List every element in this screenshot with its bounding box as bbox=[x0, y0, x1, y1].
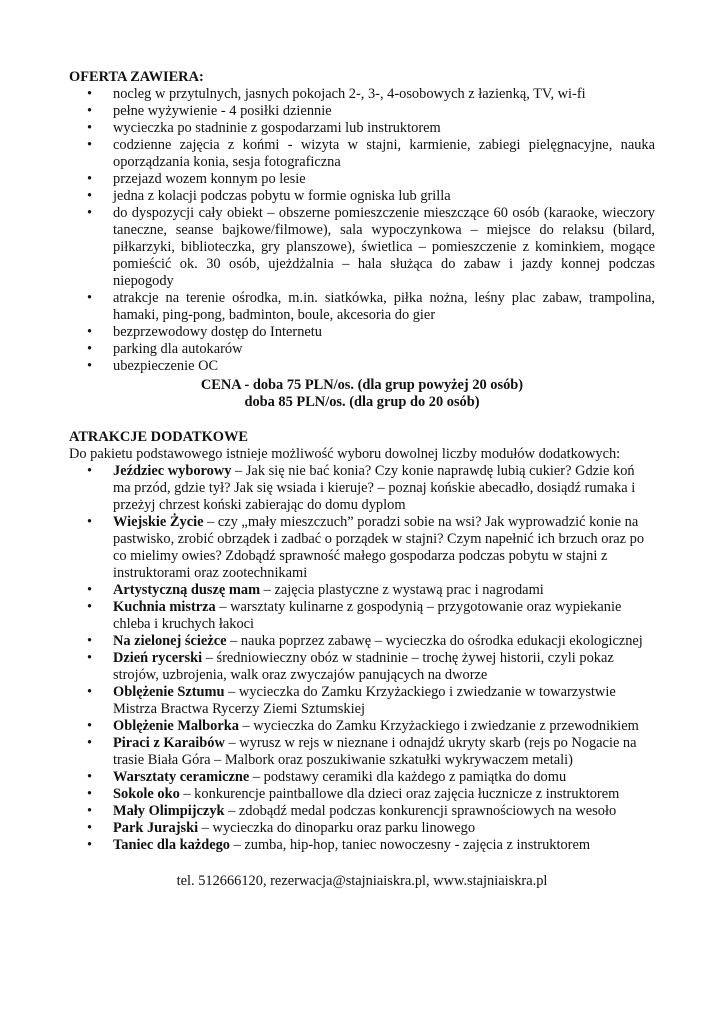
bullet-icon: • bbox=[87, 786, 93, 802]
list-item bbox=[0, 188, 655, 205]
list-item bbox=[0, 837, 655, 854]
module-name: Piraci z Karaibów bbox=[113, 735, 225, 751]
bullet-icon: • bbox=[87, 599, 93, 615]
offer-item-text: codzienne zajęcia z końmi - wizyta w stajni, karmienie, zabiegi pielęgnacyjne, nauka oporządzania konia, sesja fotograficzna bbox=[113, 137, 655, 170]
offer-item-text: parking dla autokarów bbox=[113, 341, 243, 357]
price-line: doba 85 PLN/os. (dla grup do 20 osób) bbox=[244, 394, 480, 410]
extras-heading: ATRAKCJE DODATKOWE bbox=[69, 429, 248, 445]
bullet-icon: • bbox=[87, 820, 93, 836]
module-name: Warsztaty ceramiczne bbox=[113, 769, 250, 785]
bullet-icon: • bbox=[87, 803, 93, 819]
bullet-icon: • bbox=[87, 103, 93, 119]
bullet-icon: • bbox=[87, 205, 93, 221]
bullet-icon: • bbox=[87, 358, 93, 374]
bullet-icon: • bbox=[87, 582, 93, 598]
module-name: Park Jurajski bbox=[113, 820, 199, 836]
list-item bbox=[0, 650, 655, 684]
bullet-icon: • bbox=[87, 120, 93, 136]
bullet-icon: • bbox=[87, 171, 93, 187]
module-description: – czy „mały mieszczuch” poradzi sobie na wsi? Jak wyprowadzić konie na pastwisko, zrobić obrządek i zadbać o porządek w stajni? Czym napełnić ich brzuch oraz po co mielimy owies? Zdobądź sprawność małego gospodarza podczas pobytu w stajni z instruktorami oraz zootechnikami bbox=[113, 514, 645, 581]
list-item bbox=[0, 735, 655, 769]
module-name: Jeździec wyborowy bbox=[113, 463, 232, 479]
offer-heading: OFERTA ZAWIERA: bbox=[69, 69, 204, 85]
extras-intro: Do pakietu podstawowego istnieje możliwość wyboru dowolnej liczby modułów dodatkowych: bbox=[69, 446, 621, 462]
module-description: – zdobądź medal podczas konkurencji sprawnościowych na wesoło bbox=[224, 803, 617, 819]
offer-list bbox=[0, 86, 655, 375]
offer-item-text: wycieczka po stadninie z gospodarzami lub instruktorem bbox=[113, 120, 441, 136]
extras-list bbox=[0, 463, 655, 854]
list-item bbox=[0, 769, 655, 786]
list-item bbox=[0, 341, 655, 358]
list-item bbox=[0, 718, 655, 735]
list-item bbox=[0, 324, 655, 341]
module-name: Sokole oko bbox=[113, 786, 180, 802]
bullet-icon: • bbox=[87, 837, 93, 853]
offer-item-text: do dyspozycji cały obiekt – obszerne pomieszczenie mieszczące 60 osób (karaoke, wieczory taneczne, seanse bajkowe/filmowe), sala wypoczynkowa – miejsce do relaksu (bilard, piłkarzyki, biblioteczka, gry planszowe), świetlica – pomieszczenie z kominkiem, mogące pomieścić ok. 30 osób, ujeżdżalnia – hala służąca do zabaw i jazdy konnej podczas niepogody bbox=[113, 205, 655, 289]
bullet-icon: • bbox=[87, 324, 93, 340]
list-item bbox=[0, 120, 655, 137]
bullet-icon: • bbox=[87, 514, 93, 530]
module-description: – konkurencje paintballowe dla dzieci oraz zajęcia łucznicze z instruktorem bbox=[179, 786, 620, 802]
module-description: – wycieczka do dinoparku oraz parku linowego bbox=[198, 820, 476, 836]
bullet-icon: • bbox=[87, 684, 93, 700]
offer-item-text: nocleg w przytulnych, jasnych pokojach 2-, 3-, 4-osobowych z łazienką, TV, wi-fi bbox=[113, 86, 586, 102]
list-item bbox=[0, 137, 655, 171]
offer-item-text: bezprzewodowy dostęp do Internetu bbox=[113, 324, 322, 340]
list-item bbox=[0, 290, 655, 324]
module-name: Mały Olimpijczyk bbox=[113, 803, 225, 819]
module-name: Kuchnia mistrza bbox=[113, 599, 216, 615]
bullet-icon: • bbox=[87, 463, 93, 479]
module-description: – nauka poprzez zabawę – wycieczka do ośrodka edukacji ekologicznej bbox=[226, 633, 643, 649]
module-name: Oblężenie Malborka bbox=[113, 718, 239, 734]
offer-item-text: atrakcje na terenie ośrodka, m.in. siatkówka, piłka nożna, leśny plac zabaw, trampolina, hamaki, ping-pong, badminton, boule, akcesoria do gier bbox=[113, 290, 655, 323]
module-description: – podstawy ceramiki dla każdego z pamiątka do domu bbox=[249, 769, 567, 785]
list-item bbox=[0, 171, 655, 188]
module-description: – zajęcia plastyczne z wystawą prac i nagrodami bbox=[260, 582, 544, 598]
list-item bbox=[0, 514, 655, 582]
list-item bbox=[0, 358, 655, 375]
contact-info: tel. 512666120, rezerwacja@stajniaiskra.pl, www.stajniaiskra.pl bbox=[176, 873, 548, 889]
list-item bbox=[0, 633, 655, 650]
module-description: – wyrusz w rejs w nieznane i odnajdź ukryty skarb (rejs po Nogacie na trasie Biała Góra – Malbork oraz poszukiwanie szkatułki wykrywaczem metali) bbox=[113, 735, 637, 768]
module-description: – Jak się nie bać konia? Czy konie naprawdę lubią cukier? Gdzie koń ma przód, gdzie tył? Jak się wsiada i kieruje? – poznaj końskie abecadło, dosiądź rumaka i przeżyj chrzest koński zabierając do domu dyplom bbox=[113, 463, 636, 513]
bullet-icon: • bbox=[87, 735, 93, 751]
list-item bbox=[0, 820, 655, 837]
bullet-icon: • bbox=[87, 137, 93, 153]
list-item bbox=[0, 103, 655, 120]
list-item bbox=[0, 86, 655, 103]
module-name: Oblężenie Sztumu bbox=[113, 684, 225, 700]
module-name: Taniec dla każdego bbox=[113, 837, 231, 853]
module-name: Na zielonej ścieżce bbox=[113, 633, 227, 649]
bullet-icon: • bbox=[87, 290, 93, 306]
list-item bbox=[0, 205, 655, 290]
list-item bbox=[0, 582, 655, 599]
module-description: – zumba, hip-hop, taniec nowoczesny - zajęcia z instruktorem bbox=[230, 837, 591, 853]
bullet-icon: • bbox=[87, 86, 93, 102]
list-item bbox=[0, 599, 655, 633]
bullet-icon: • bbox=[87, 769, 93, 785]
offer-item-text: jedna z kolacji podczas pobytu w formie ogniska lub grilla bbox=[113, 188, 451, 204]
bullet-icon: • bbox=[87, 188, 93, 204]
module-description: – wycieczka do Zamku Krzyżackiego i zwiedzanie z przewodnikiem bbox=[238, 718, 639, 734]
bullet-icon: • bbox=[87, 718, 93, 734]
module-description: – wycieczka do Zamku Krzyżackiego i zwiedzanie w towarzystwie Mistrza Bractwa Rycerzy Ziemi Sztumskiej bbox=[113, 684, 616, 717]
offer-item-text: pełne wyżywienie - 4 posiłki dziennie bbox=[113, 103, 332, 119]
list-item bbox=[0, 684, 655, 718]
bullet-icon: • bbox=[87, 650, 93, 666]
price-line: CENA - doba 75 PLN/os. (dla grup powyżej 20 osób) bbox=[200, 377, 524, 393]
bullet-icon: • bbox=[87, 633, 93, 649]
module-name: Dzień rycerski bbox=[113, 650, 203, 666]
list-item bbox=[0, 463, 655, 514]
module-description: – warsztaty kulinarne z gospodynią – przygotowanie oraz wypiekanie chleba i kruchych łakoci bbox=[113, 599, 622, 632]
offer-item-text: przejazd wozem konnym po lesie bbox=[113, 171, 306, 187]
module-description: – średniowieczny obóz w stadninie – trochę żywej historii, czyli pokaz strojów, uzbrojenia, walk oraz zwyczajów panujących na dworze bbox=[113, 650, 614, 683]
list-item bbox=[0, 786, 655, 803]
bullet-icon: • bbox=[87, 341, 93, 357]
module-name: Wiejskie Życie bbox=[113, 514, 204, 530]
list-item bbox=[0, 803, 655, 820]
offer-item-text: ubezpieczenie OC bbox=[113, 358, 219, 374]
module-name: Artystyczną duszę mam bbox=[113, 582, 261, 598]
